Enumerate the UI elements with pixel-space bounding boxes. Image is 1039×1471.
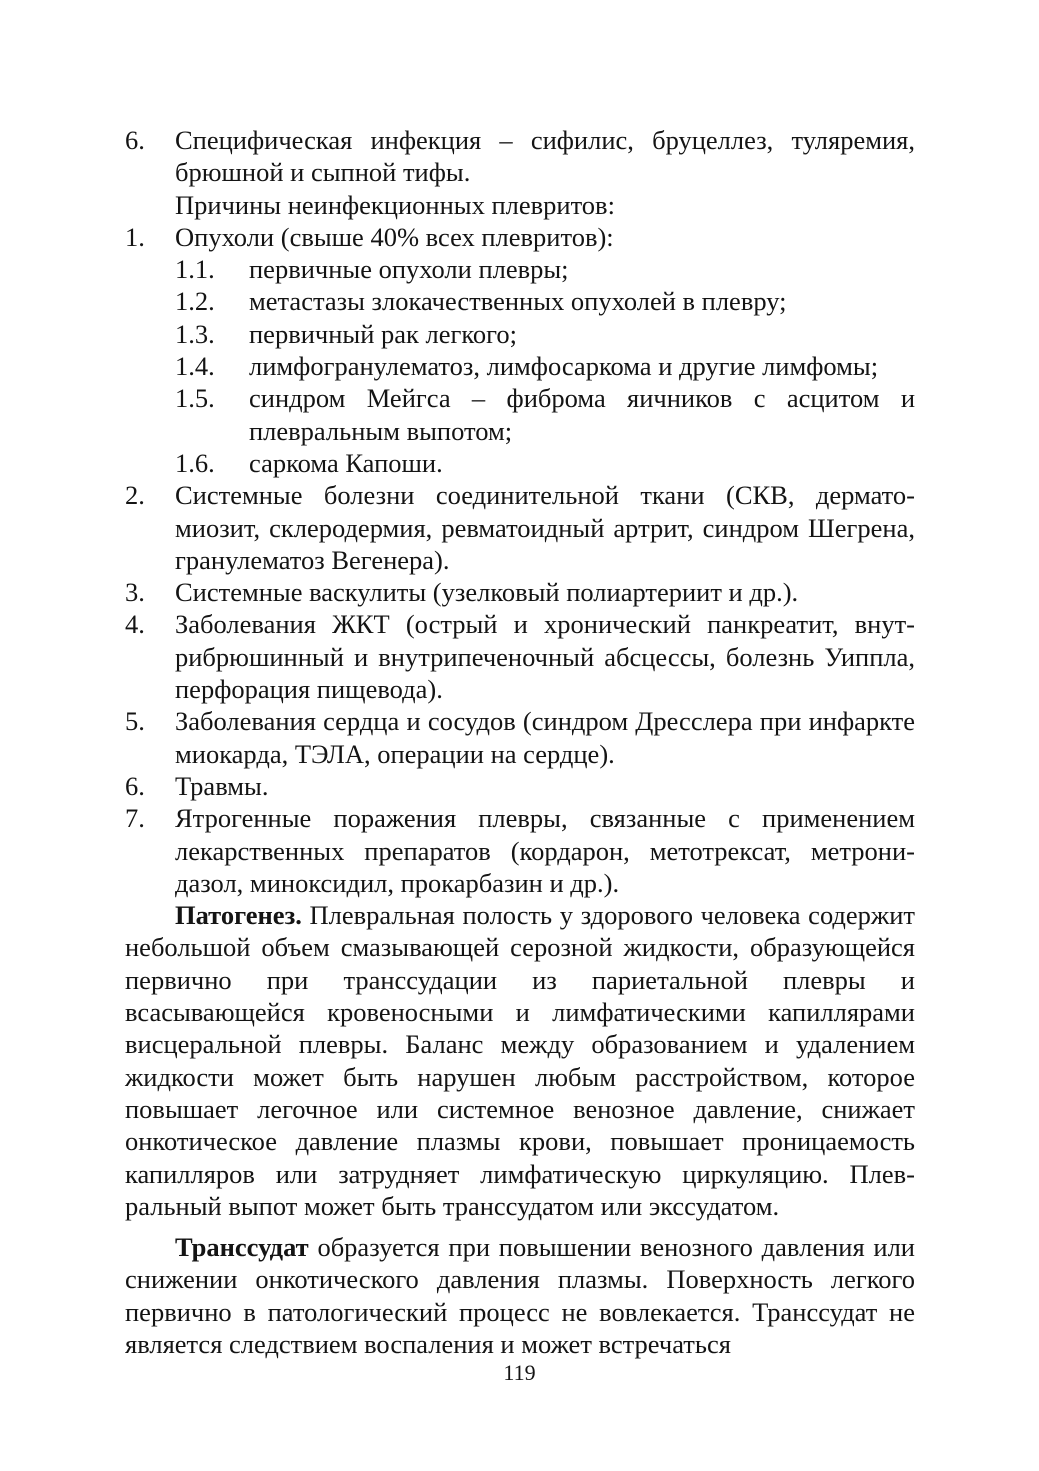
list-text: Заболевания ЖКТ (острый и хронический панкреатит, внутрибрюшинный и внутрипеченочный абсцессы, болезнь Уиппла, перфорация пищевода). — [175, 609, 915, 705]
sub-list-text: первичный рак легкого; — [249, 318, 517, 349]
list-number: 2. — [125, 480, 145, 511]
list-text: Опухоли (свыше 40% всех плевритов): — [175, 221, 614, 252]
list-number: 3. — [125, 577, 145, 608]
section-heading-noninfectious: Причины неинфекционных плевритов: — [175, 189, 615, 220]
transudate-paragraph — [125, 1231, 915, 1360]
list-number: 6. — [125, 770, 145, 801]
pathogenesis-text: Плевральная полость у здорового человека содержит небольшой объем смазывающей серозной жидкости, образующейся первично при транссудации из париетальной плевры и всасывающейся кровеносными и лимфатическими капиллярами висцеральной плевры. Баланс между образованием и удалением жидкости может быть нарушен любым расстройством, которое повышает легочное или системное венозное давление, снижает онкотическое давление плазмы крови, повышает проницаемость капилляров или затрудняет лимфатическую циркуляцию. Плевральный выпот может быть транссудатом или экссудатом. — [125, 900, 915, 1221]
sub-list-number: 1.6. — [175, 447, 215, 478]
list-number: 6. — [125, 125, 145, 155]
sub-list-item — [125, 382, 915, 447]
sub-list-item — [125, 447, 915, 479]
sub-list-number: 1.1. — [175, 254, 215, 285]
transudate-heading: Транссудат — [175, 1232, 309, 1263]
list-number: 7. — [125, 803, 145, 834]
pathogenesis-paragraph — [125, 899, 915, 1222]
list-item — [125, 608, 915, 705]
sub-list-number: 1.2. — [175, 286, 215, 317]
sub-list-number: 1.5. — [175, 383, 215, 414]
page-number: 119 — [503, 1360, 536, 1385]
list-number: 5. — [125, 706, 145, 737]
list-text: Системные болезни соединительной ткани (СКВ, дерматомиозит, склеродермия, ревматоидный артрит, синдром Шегрена, гранулематоз Вегенера). — [175, 480, 915, 575]
list-text: Специфическая инфекция – сифилис, бруцеллез, туляремия, брюшной и сыпной тифы. — [175, 125, 915, 188]
list-number: 1. — [125, 221, 145, 252]
sub-list-text: первичные опухоли плевры; — [249, 254, 569, 285]
sub-list-text: лимфогранулематоз, лимфосаркома и другие лимфомы; — [249, 351, 879, 382]
sub-list-text: метастазы злокачественных опухолей в плевру; — [249, 286, 787, 317]
page-body — [125, 124, 915, 1360]
sub-list-item — [125, 318, 915, 350]
list-text: Ятрогенные поражения плевры, связанные с применением лекарственных препаратов (кордарон, метотрексат, метронидазол, миноксидил, прокарбазин и др.). — [175, 803, 915, 898]
list-number: 4. — [125, 609, 145, 640]
list-text: Травмы. — [175, 770, 269, 801]
sub-list-number: 1.3. — [175, 318, 215, 349]
list-text: Системные васкулиты (узелковый полиартериит и др.). — [175, 577, 799, 608]
list-item — [125, 221, 915, 253]
pathogenesis-heading: Патогенез. — [175, 900, 302, 931]
transudate-text: образуется при повышении венозного давления или снижении онкотического давления плазмы. Поверхность легкого первично в патологический процесс не вовлекается. Транссудат не является следствием воспаления и может встречаться — [125, 1232, 915, 1359]
sub-list-item — [125, 285, 915, 317]
list-item — [125, 576, 915, 608]
list-item — [125, 802, 915, 899]
sub-list-text: саркома Капоши. — [249, 447, 443, 478]
list-text: Заболевания сердца и сосудов (синдром Дресслера при инфаркте миокарда, ТЭЛА, операции на сердце). — [175, 706, 915, 769]
list-item — [125, 124, 915, 189]
list-item — [125, 479, 915, 576]
sub-list-item — [125, 253, 915, 285]
list-item — [125, 770, 915, 802]
list-item — [125, 705, 915, 770]
sub-list-number: 1.4. — [175, 351, 215, 382]
sub-list-text: синдром Мейгса – фиброма яичников с асцитом и плевральным выпотом; — [249, 383, 915, 446]
sub-list-item — [125, 350, 915, 382]
